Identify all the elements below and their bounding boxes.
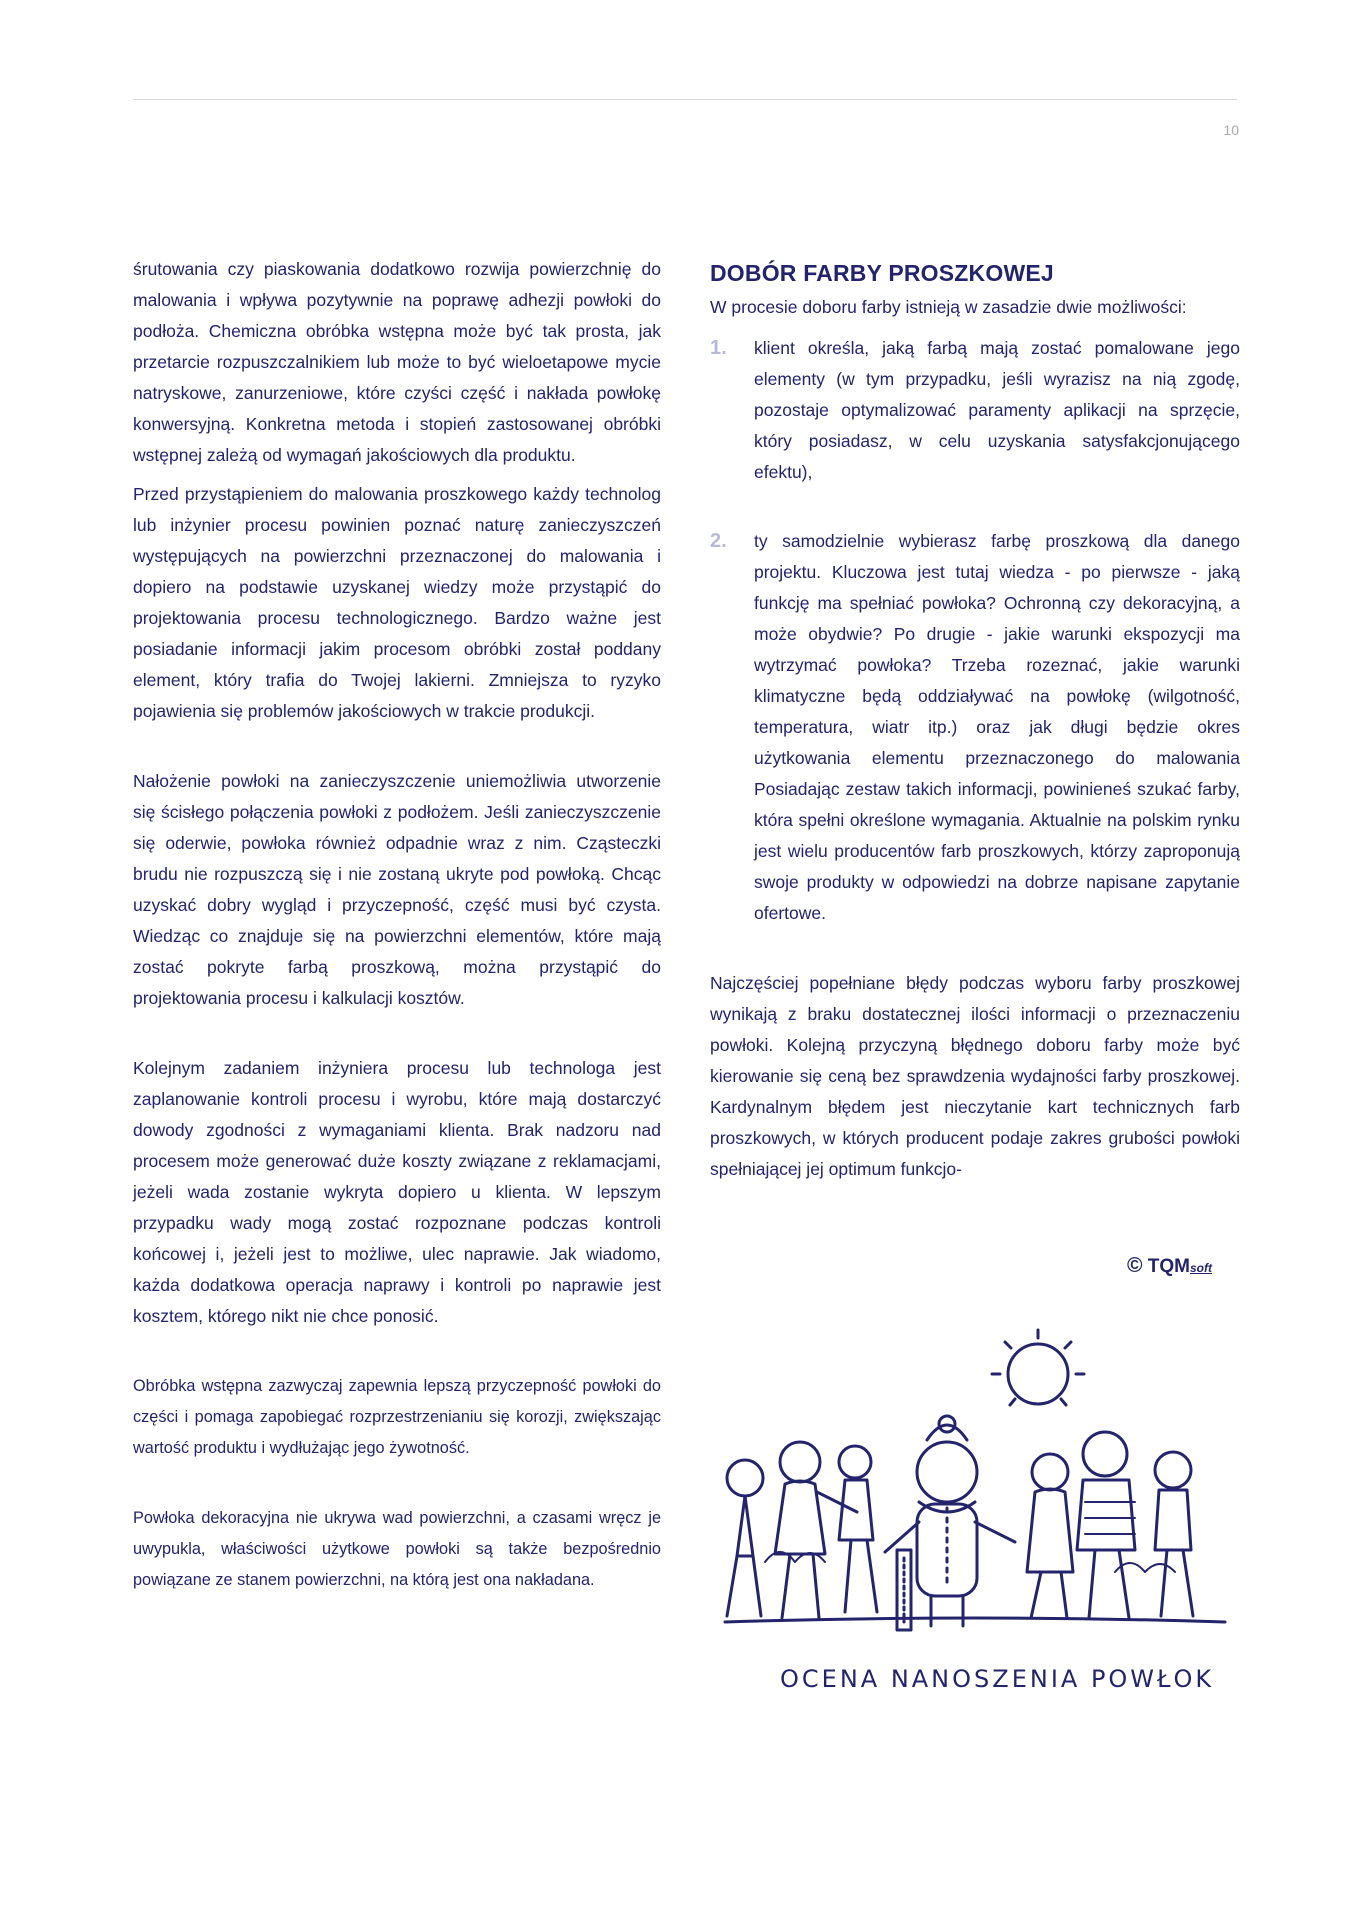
paragraph-1: śrutowania czy piaskowania dodatkowo rozwija powierzchnię do malowania i wpływa pozytywnie na poprawę adhezji powłoki do podłoża. Chemiczna obróbka wstępna może być tak prosta, jak przetarcie rozpuszczalnikiem lub może to być wieloetapowe mycie natryskowe, zanurzeniowe, które czyści część i nakłada powłokę konwersyjną. Konkretna metoda i stopień zastosowanej obróbki wstępnej zależą od wymagań jakościowych dla produktu. [133, 259, 661, 465]
paragraph-3: Nałożenie powłoki na zanieczyszczenie uniemożliwia utworzenie się ścisłego połączenia powłoki z podłożem. Jeśli zanieczyszczenie się oderwie, powłoka również odpadnie wraz z nim. Cząsteczki brudu nie rozpuszczą się i nie zostaną ukryte pod powłoką. Chcąc uzyskać dobry wygląd i przyczepność, część musi być czysta. Wiedząc co znajduje się na powierzchni elementów, które mają zostać pokryte farbą proszkową, można przystąpić do projektowania procesu i kalkulacji kosztów. [133, 771, 661, 1008]
illustration-caption: OCENA NANOSZENIA POWŁOK [780, 1665, 1215, 1693]
paragraph-6: Powłoka dekoracyjna nie ukrywa wad powierzchni, a czasami wręcz je uwypukla, właściwości użytkowe powłoki są także bezpośrednio powiązane ze stanem powierzchni, na którą jest ona nakładana. [133, 1509, 661, 1589]
sun-icon [992, 1330, 1084, 1405]
list-item-1 [710, 333, 1240, 488]
logo-brand: TQM [1147, 1256, 1190, 1277]
left-column [133, 254, 661, 1596]
list-text: ty samodzielnie wybierasz farbę proszkową dla danego projektu. Kluczowa jest tutaj wiedza - po pierwsze - jaką funkcję ma spełniać powłoka? Ochronną czy dekoracyjną, a może obydwie? Po drugie - jakie warunki ekspozycji ma wytrzymać powłoka? Trzeba rozeznać, jakie warunki klimatyczne będą oddziaływać na powłokę (wilgotność, temperatura, wiatr itp.) oraz jak długi będzie okres użytkowania elementu przeznaczonego do malowania Posiadając zestaw takich informacji, powinieneś szukać farby, która spełni określone wymagania. Aktualnie na polskim rynku jest wielu producentów farb proszkowych, którzy zaproponują swoje produkty w odpowiedzi na dobrze napisane zapytanie ofertowe. [754, 531, 1240, 923]
right-column [710, 256, 1240, 1185]
list-number: 1. [710, 337, 727, 359]
logo-suffix: soft [1189, 1261, 1212, 1275]
tqmsoft-logo [1127, 1254, 1212, 1278]
paragraph-2: Przed przystąpieniem do malowania proszkowego każdy technolog lub inżynier procesu powinien poznać naturę zanieczyszczeń występujących na powierzchni przeznaczonej do malowania i dopiero na podstawie uzyskanej wiedzy może przystąpić do projektowania procesu technologicznego. Bardzo ważne jest posiadanie informacji jakim procesom obróbki został poddany element, który trafia do Twojej lakierni. Zmniejsza to ryzyko pojawienia się problemów jakościowych w trakcie produkcji. [133, 484, 661, 721]
people-right [1027, 1432, 1193, 1618]
people-left [727, 1442, 877, 1618]
illustration-people-snowman [705, 1322, 1245, 1672]
copyright-icon: © [1127, 1254, 1143, 1277]
closing-paragraph: Najczęściej popełniane błędy podczas wyboru farby proszkowej wynikają z braku dostatecznej ilości informacji o przeznaczeniu powłoki. Kolejną przyczyną błędnego doboru farby może być kierowanie się ceną bez sprawdzenia wydajności farby proszkowej. Kardynalnym błędem jest nieczytanie kart technicznych farb proszkowych, w których producent podaje zakres grubości powłoki spełniającej jej optimum funkcjo- [710, 973, 1240, 1179]
list-number: 2. [710, 530, 727, 552]
paragraph-4: Kolejnym zadaniem inżyniera procesu lub technologa jest zaplanowanie kontroli procesu i wyrobu, które mają dostarczyć dowody zgodności z wymaganiami klienta. Brak nadzoru nad procesem może generować duże koszty związane z reklamacjami, jeżeli wada zostanie wykryta dopiero u klienta. W lepszym przypadku wady mogą zostać rozpoznane podczas kontroli końcowej i, jeżeli jest to możliwe, ulec naprawie. Jak wiadomo, każda dodatkowa operacja naprawy i kontroli po naprawie jest kosztem, którego nikt nie chce ponosić. [133, 1058, 661, 1326]
section-intro: W procesie doboru farby istnieją w zasadzie dwie możliwości: [710, 297, 1187, 317]
section-heading: DOBÓR FARBY PROSZKOWEJ [710, 260, 1054, 286]
list-item-2 [710, 526, 1240, 929]
paragraph-5: Obróbka wstępna zazwyczaj zapewnia lepszą przyczepność powłoki do części i pomaga zapobiegać rozprzestrzenianiu się korozji, zwiększając wartość produktu i wydłużając jego żywotność. [133, 1377, 661, 1457]
list-text: klient określa, jaką farbą mają zostać pomalowane jego elementy (w tym przypadku, jeśli wyrazisz na nią zgodę, pozostaje optymalizować paramenty aplikacji na sprzęcie, który posiadasz, w celu uzyskania satysfakcjonującego efektu), [754, 338, 1240, 482]
page-number: 10 [1223, 122, 1239, 138]
header-rule [133, 99, 1237, 100]
